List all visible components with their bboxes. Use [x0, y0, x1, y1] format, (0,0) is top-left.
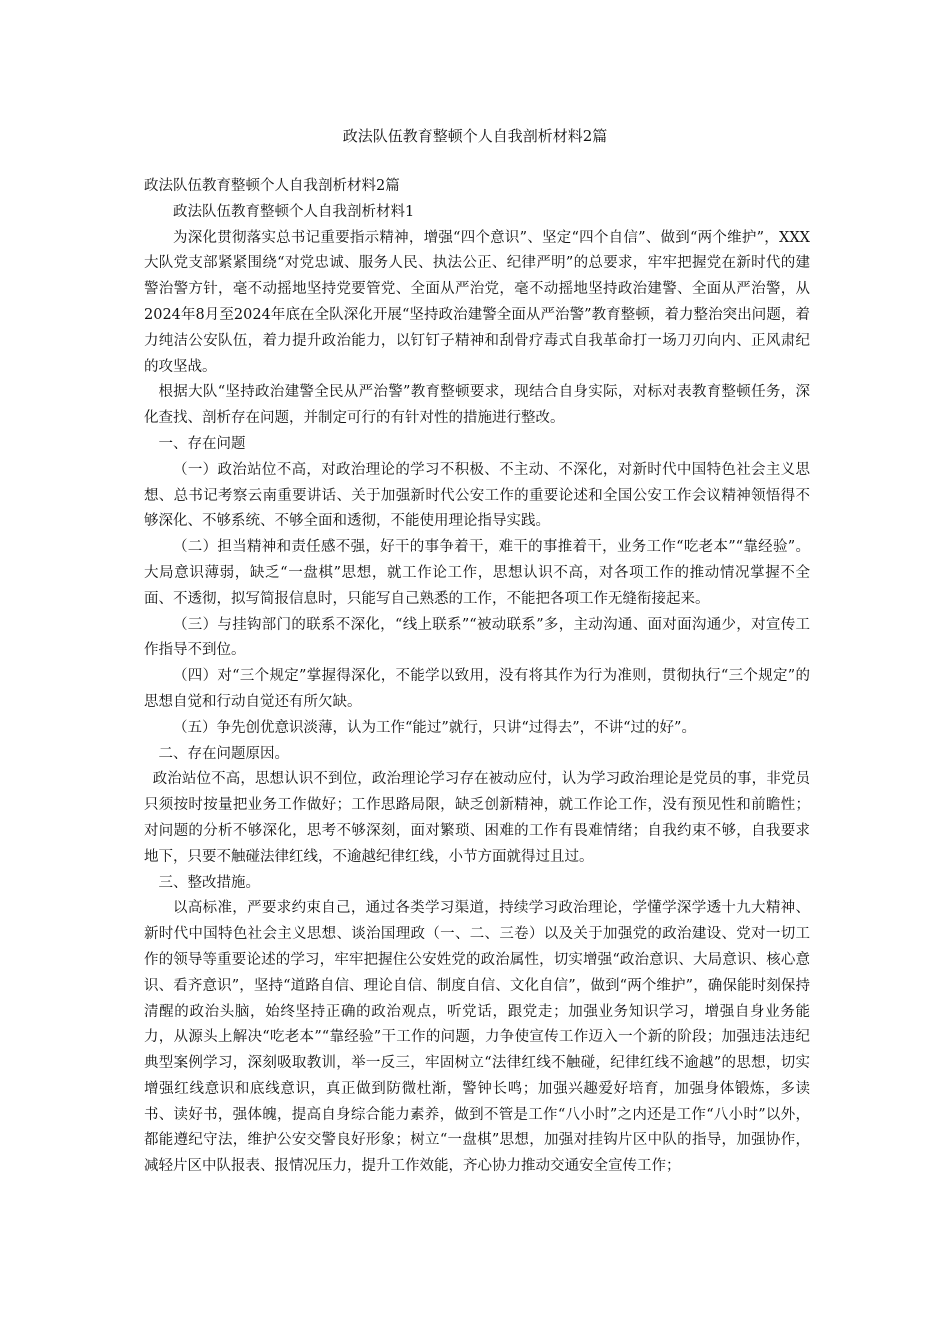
problem-item-2: （二）担当精神和责任感不强，好干的事争着干，难干的事推着干，业务工作“吃老本”“靠经验”。大局意识薄弱，缺乏“一盘棋”思想，就工作论工作，思想认识不高，对各项工作的推动情况掌握不全面、不透彻，拟写简报信息时，只能写自己熟悉的工作，不能把各项工作无缝衔接起来。	[144, 539, 810, 607]
document-body	[144, 174, 810, 1180]
section-heading-problems: 一、存在问题	[158, 435, 246, 452]
section-heading-measures: 三、整改措施。	[158, 874, 260, 891]
paragraph-intro: 为深化贯彻落实总书记重要指示精神，增强“四个意识”、坚定“四个自信”、做到“两个维护”，XXX大队党支部紧紧围绕“对党忠诚、服务人民、执法公正、纪律严明”的总要求，牢牢把握党在新时代的建警治警方针，毫不动摇地坚持党要管党、全面从严治党，毫不动摇地坚持政治建警、全面从严治警，从2024年8月至2024年底在全队深化开展“坚持政治建警全面从严治警”教育整顿，着力整治突出问题，着力纯洁公安队伍，着力提升政治能力，以钉钉子精神和刮骨疗毒式自我革命打一场刀刃向内、正风肃纪的攻坚战。	[144, 229, 810, 375]
paragraph-measures: 以高标准，严要求约束自己，通过各类学习渠道，持续学习政治理论，学懂学深学透十九大精神、新时代中国特色社会主义思想、谈治国理政（一、二、三卷）以及关于加强党的政治建设、党对一切工作的领导等重要论述的学习，牢牢把握住公安姓党的政治属性，切实增强“政治意识、大局意识、核心意识、看齐意识”，坚持“道路自信、理论自信、制度自信、文化自信”，做到“两个维护”，确保能时刻保持清醒的政治头脑，始终坚持正确的政治观点，听党话，跟党走；加强业务知识学习，增强自身业务能力，从源头上解决“吃老本”“靠经验”干工作的问题，力争使宣传工作迈入一个新的阶段；加强违法违纪典型案例学习，深刻吸取教训，举一反三，牢固树立“法律红线不触碰，纪律红线不逾越”的思想，切实增强红线意识和底线意识，真正做到防微杜渐，警钟长鸣；加强兴趣爱好培育，加强身体锻炼，多读书、读好书，强体魄，提高自身综合能力素养，做到不管是工作“八小时”之内还是工作“八小时”以外，都能遵纪守法，维护公安交警良好形象；树立“一盘棋”思想，加强对挂钩片区中队的指导，加强协作，减轻片区中队报表、报情况压力，提升工作效能，齐心协力推动交通安全宣传工作；	[144, 900, 810, 1175]
paragraph-basis: 根据大队“坚持政治建警全民从严治警”教育整顿要求，现结合自身实际，对标对表教育整顿任务，深化查找、剖析存在问题，并制定可行的有针对性的措施进行整改。	[144, 384, 810, 427]
document-heading: 政法队伍教育整顿个人自我剖析材料2篇	[144, 178, 400, 194]
section-heading-causes: 二、存在问题原因。	[158, 745, 289, 762]
problem-item-3: （三）与挂钩部门的联系不深化，“线上联系”“被动联系”多，主动沟通、面对面沟通少，对宣传工作指导不到位。	[144, 616, 810, 659]
document-title: 政法队伍教育整顿个人自我剖析材料2篇	[342, 127, 608, 145]
document-subheading: 政法队伍教育整顿个人自我剖析材料1	[173, 203, 415, 220]
paragraph-causes: 政治站位不高，思想认识不到位，政治理论学习存在被动应付，认为学习政治理论是党员的事，非党员只须按时按量把业务工作做好；工作思路局限，缺乏创新精神，就工作论工作，没有预见性和前瞻性；对问题的分析不够深化，思考不够深刻，面对繁琐、困难的工作有畏难情绪；自我约束不够，自我要求地下，只要不触碰法律红线，不逾越纪律红线，小节方面就得过且过。	[144, 771, 810, 865]
problem-item-4: （四）对“三个规定”掌握得深化，不能学以致用，没有将其作为行为准则，贯彻执行“三个规定”的思想自觉和行动自觉还有所欠缺。	[144, 668, 810, 710]
problem-item-5: （五）争先创优意识淡薄，认为工作“能过”就行，只讲“过得去”，不讲“过的好”。	[173, 719, 696, 736]
problem-item-1: （一）政治站位不高，对政治理论的学习不积极、不主动、不深化，对新时代中国特色社会主义思想、总书记考察云南重要讲话、关于加强新时代公安工作的重要论述和全国公安工作会议精神领悟得不够深化、不够系统、不够全面和透彻，不能使用理论指导实践。	[144, 461, 810, 530]
